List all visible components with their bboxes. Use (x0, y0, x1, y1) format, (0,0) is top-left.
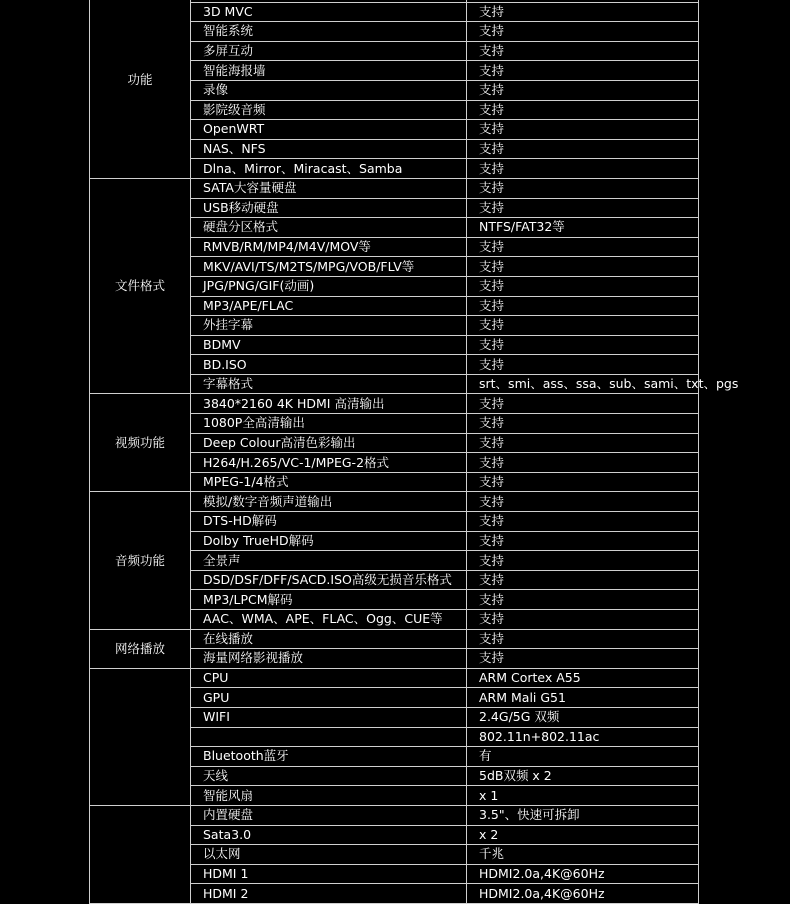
category-cell: 视频功能 (90, 394, 191, 492)
value-cell: 支持 (467, 472, 699, 492)
item-cell: CPU (191, 668, 467, 688)
item-cell: 3840*2160 4K HDMI 高清输出 (191, 394, 467, 414)
value-cell: 支持 (467, 414, 699, 434)
value-cell: x 2 (467, 825, 699, 845)
category-cell (90, 805, 191, 903)
value-cell: 支持 (467, 80, 699, 100)
item-cell: 智能海报墙 (191, 61, 467, 81)
value-cell: ARM Mali G51 (467, 688, 699, 708)
item-cell: 全景声 (191, 551, 467, 571)
table-row (90, 492, 699, 512)
item-cell: 多屏互动 (191, 41, 467, 61)
item-cell: DSD/DSF/DFF/SACD.ISO高级无损音乐格式 (191, 570, 467, 590)
value-cell: 支持 (467, 100, 699, 120)
item-cell: MP3/APE/FLAC (191, 296, 467, 316)
item-cell: GPU (191, 688, 467, 708)
value-cell: 3.5"、快速可拆卸 (467, 805, 699, 825)
category-cell: 音频功能 (90, 492, 191, 629)
item-cell: 海量网络影视播放 (191, 649, 467, 669)
value-cell: 支持 (467, 512, 699, 532)
item-cell: DTS-HD解码 (191, 512, 467, 532)
item-cell: 3D MVC (191, 2, 467, 22)
item-cell: 字幕格式 (191, 374, 467, 394)
item-cell: 外挂字幕 (191, 316, 467, 336)
value-cell: 支持 (467, 551, 699, 571)
category-cell: 网络播放 (90, 629, 191, 668)
item-cell: WIFI (191, 707, 467, 727)
value-cell: 2.4G/5G 双频 (467, 707, 699, 727)
category-cell: 文件格式 (90, 178, 191, 394)
value-cell: 支持 (467, 120, 699, 140)
item-cell: MPEG-1/4格式 (191, 472, 467, 492)
item-cell (191, 727, 467, 747)
item-cell: 智能系统 (191, 22, 467, 42)
table-row (90, 668, 699, 688)
value-cell: 802.11n+802.11ac (467, 727, 699, 747)
item-cell: 内置硬盘 (191, 805, 467, 825)
value-cell: 支持 (467, 394, 699, 414)
spec-table-body (90, 0, 739, 903)
item-cell: Deep Colour高清色彩输出 (191, 433, 467, 453)
value-cell: 支持 (467, 257, 699, 277)
value-cell: 支持 (467, 453, 699, 473)
value-cell: NTFS/FAT32等 (467, 218, 699, 238)
item-cell: NAS、NFS (191, 139, 467, 159)
item-cell: Sata3.0 (191, 825, 467, 845)
table-row (90, 394, 699, 414)
value-cell: 支持 (467, 41, 699, 61)
item-cell: HDMI 2 (191, 884, 467, 904)
value-cell: 支持 (467, 629, 699, 649)
value-cell: 支持 (467, 276, 699, 296)
item-cell: 硬盘分区格式 (191, 218, 467, 238)
value-cell: 支持 (467, 335, 699, 355)
item-cell: BD.ISO (191, 355, 467, 375)
item-cell: USB移动硬盘 (191, 198, 467, 218)
value-cell: x 1 (467, 786, 699, 806)
value-cell: 支持 (467, 433, 699, 453)
item-cell: RMVB/RM/MP4/M4V/MOV等 (191, 237, 467, 257)
item-cell: OpenWRT (191, 120, 467, 140)
value-cell: 支持 (467, 22, 699, 42)
value-cell: 支持 (467, 531, 699, 551)
item-cell: MKV/AVI/TS/M2TS/MPG/VOB/FLV等 (191, 257, 467, 277)
value-cell: 支持 (467, 2, 699, 22)
value-cell: srt、smi、ass、ssa、sub、sami、txt、pgs (467, 374, 699, 394)
value-cell: 支持 (467, 139, 699, 159)
item-cell: 模拟/数字音频声道输出 (191, 492, 467, 512)
item-cell: 1080P全高清输出 (191, 414, 467, 434)
table-row (90, 178, 699, 198)
value-cell: 支持 (467, 237, 699, 257)
value-cell: 支持 (467, 649, 699, 669)
value-cell: 支持 (467, 492, 699, 512)
item-cell: HDMI 1 (191, 864, 467, 884)
item-cell: 智能风扇 (191, 786, 467, 806)
table-row (90, 805, 699, 825)
value-cell: 有 (467, 747, 699, 767)
value-cell: 支持 (467, 61, 699, 81)
value-cell: HDMI2.0a,4K@60Hz (467, 864, 699, 884)
value-cell: 支持 (467, 316, 699, 336)
item-cell: 以太网 (191, 845, 467, 865)
value-cell: 5dB双频 x 2 (467, 766, 699, 786)
category-cell (90, 668, 191, 805)
item-cell: JPG/PNG/GIF(动画) (191, 276, 467, 296)
value-cell: 支持 (467, 610, 699, 630)
value-cell: 支持 (467, 570, 699, 590)
item-cell: MP3/LPCM解码 (191, 590, 467, 610)
value-cell: 支持 (467, 198, 699, 218)
item-cell: 在线播放 (191, 629, 467, 649)
item-cell: 影院级音频 (191, 100, 467, 120)
value-cell: 支持 (467, 159, 699, 179)
item-cell: Dlna、Mirror、Miracast、Samba (191, 159, 467, 179)
value-cell: 千兆 (467, 845, 699, 865)
item-cell: Dolby TrueHD解码 (191, 531, 467, 551)
value-cell: 支持 (467, 296, 699, 316)
item-cell: 天线 (191, 766, 467, 786)
category-cell: 功能 (90, 0, 191, 178)
item-cell: H264/H.265/VC-1/MPEG-2格式 (191, 453, 467, 473)
value-cell: 支持 (467, 355, 699, 375)
value-cell: 支持 (467, 590, 699, 610)
table-row (90, 629, 699, 649)
item-cell: AAC、WMA、APE、FLAC、Ogg、CUE等 (191, 610, 467, 630)
value-cell: HDMI2.0a,4K@60Hz (467, 884, 699, 904)
value-cell: 支持 (467, 178, 699, 198)
item-cell: BDMV (191, 335, 467, 355)
item-cell: SATA大容量硬盘 (191, 178, 467, 198)
item-cell: Bluetooth蓝牙 (191, 747, 467, 767)
spec-table (89, 0, 739, 904)
item-cell: 录像 (191, 80, 467, 100)
value-cell: ARM Cortex A55 (467, 668, 699, 688)
